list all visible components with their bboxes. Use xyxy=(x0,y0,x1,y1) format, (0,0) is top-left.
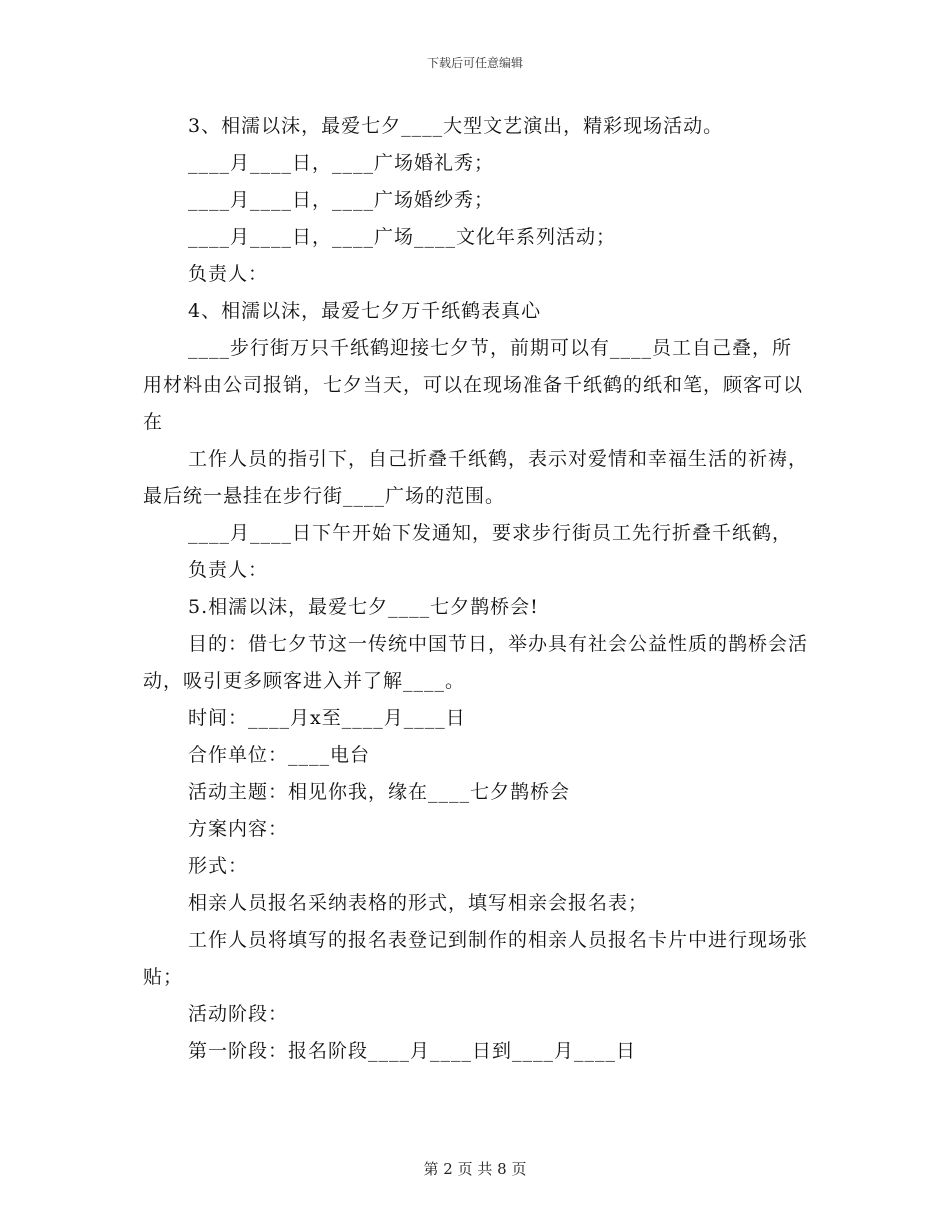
paragraph: 负责人： xyxy=(188,559,269,581)
paragraph: ____步行街万只千纸鹤迎接七夕节，前期可以有____员工自己叠，所用材料由公司报销，七夕当天，可以在现场准备千纸鹤的纸和笔，顾客可以在 xyxy=(143,337,804,433)
paragraph: 相亲人员报名采纳表格的形式，填写相亲会报名表； xyxy=(188,892,649,914)
paragraph: ____月____日下午开始下发通知，要求步行街员工先行折叠千纸鹤， xyxy=(188,522,793,544)
paragraph: 合作单位：____电台 xyxy=(188,744,371,766)
paragraph: ____月____日，____广场婚纱秀； xyxy=(188,189,495,211)
paragraph: 5.相濡以沫，最爱七夕____七夕鹊桥会! xyxy=(188,596,539,618)
paragraph: 第一阶段：报名阶段____月____日到____月____日 xyxy=(188,1040,637,1062)
paragraph: ____月____日，____广场婚礼秀； xyxy=(188,152,495,174)
page-footer: 第 2 页 共 8 页 xyxy=(423,1160,527,1178)
paragraph: 3、相濡以沫，最爱七夕____大型文艺演出，精彩现场活动。 xyxy=(188,115,724,137)
paragraph: 方案内容： xyxy=(188,818,289,840)
paragraph: 形式： xyxy=(188,855,249,877)
page-header: 下载后可任意编辑 xyxy=(426,56,523,70)
paragraph: 活动主题：相见你我，缘在____七夕鹊桥会 xyxy=(188,781,571,803)
paragraph: 负责人： xyxy=(188,263,269,285)
paragraph: ____月____日，____广场____文化年系列活动； xyxy=(188,226,617,248)
paragraph: 4、相濡以沫，最爱七夕万千纸鹤表真心 xyxy=(188,300,542,322)
paragraph: 活动阶段： xyxy=(188,1003,289,1025)
paragraph: 目的：借七夕节这一传统中国节日，举办具有社会公益性质的鹊桥会活动，吸引更多顾客进入并了解____。 xyxy=(143,633,809,692)
paragraph: 工作人员将填写的报名表登记到制作的相亲人员报名卡片中进行现场张贴； xyxy=(143,929,809,988)
document-body xyxy=(143,108,811,1070)
paragraph: 工作人员的指引下，自己折叠千纸鹤，表示对爱情和幸福生活的祈祷，最后统一悬挂在步行街____广场的范围。 xyxy=(143,448,809,507)
paragraph: 时间：____月x至____月____日 xyxy=(188,707,466,729)
